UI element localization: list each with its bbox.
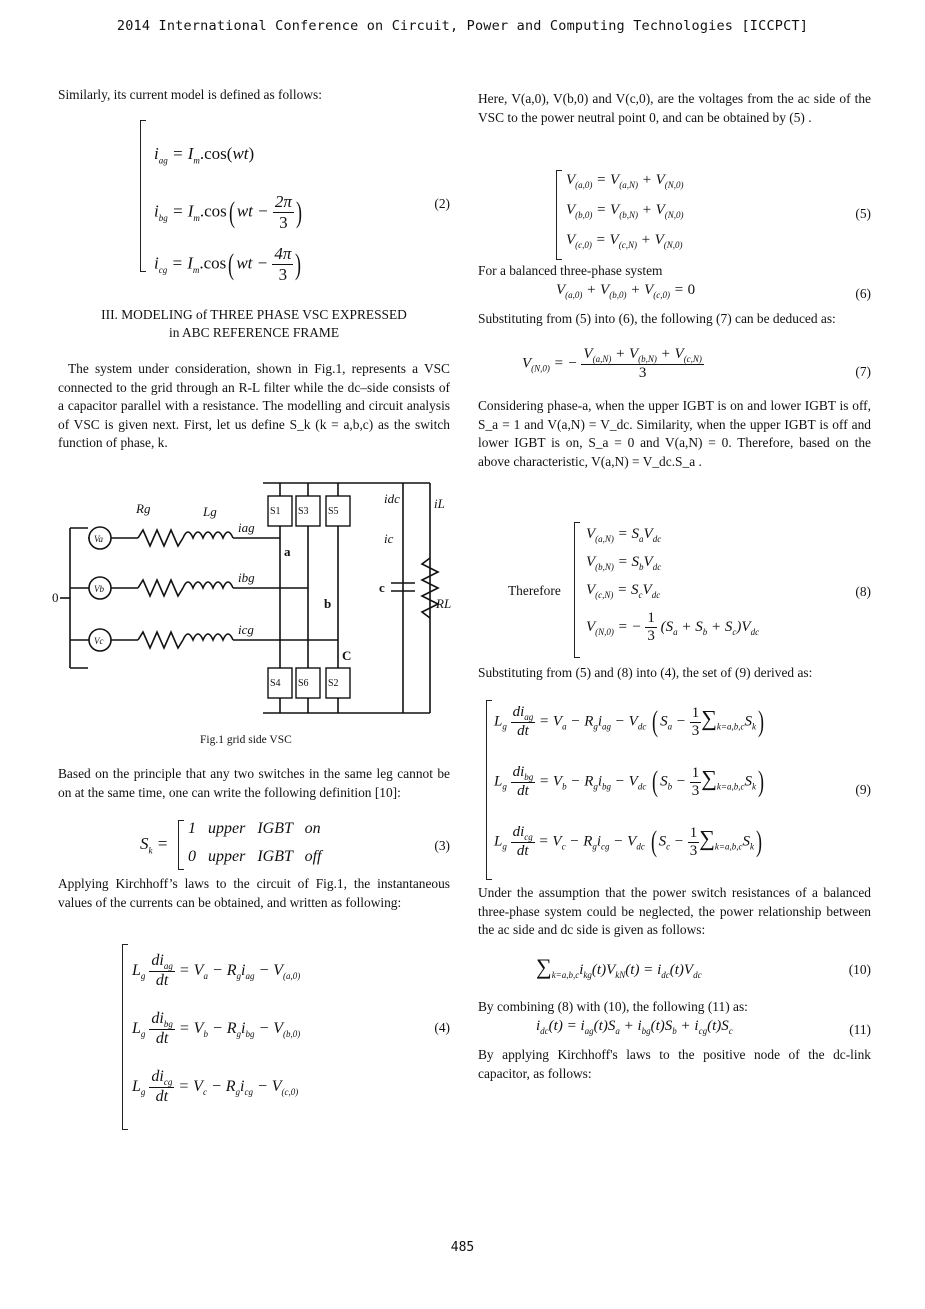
eq8-row-n: $V_{(N,0)}$ = − $\frac{1}{3}$ $(S_a + S_b + S_c)V_{dc}$ [586,610,760,644]
eq7-body: $V_{(N,0)}$ = − $\frac{V_{(a,N)} + V_{(b,N)} + V_{(c,N)}}{3}$ [522,346,702,381]
paragraph-positive-node: By applying Kirchhoff's laws to the positive node of the dc-link capacitor, as follows: [478,1047,871,1081]
eq3-lhs: $S_k$ = [140,834,169,856]
equation-brace [140,120,146,272]
label-rg: Rg [136,501,151,516]
eq7-number: (7) [855,364,871,379]
equation-5 [556,170,871,260]
eq3-row-1: 1 upper IGBT on [188,820,321,837]
label-icg: icg [238,622,254,637]
paragraph-switch-principle: Based on the principle that any two switches in the same leg cannot be on at the same time, one can write the following definition [10]: [58,766,450,800]
page-number: 485 [450,1240,475,1255]
eq6-number: (6) [855,286,871,301]
therefore-label: Therefore [508,583,561,598]
eq9-row-c: $L_g$ $\frac{di_{cg}}{dt}$ = $V_c - R_gi_{cg} - V_{dc}$ ( $S_c$ − $\frac{1}{3}$ $\sum_{k=a,b,c}S_k$) [494,824,762,859]
paragraph-system-description: The system under consideration, shown in Fig.1, represents a VSC connected to the grid through an R-L filter while the dc–side consists of a capacitor parallel with a resistance. The modelling and circuit analysis of VSC is given next. First, let us define S_k (k = a,b,c) as the switch function of phase, k. [58,361,450,451]
label-vc: Vc [94,636,104,646]
paragraph-kirchhoff: Applying Kirchhoff’s laws to the circuit of Fig.1, the instantaneous values of the currents can be obtained, and written as following: [58,876,450,910]
paragraph-balanced: For a balanced three-phase system [478,263,663,278]
equation-8 [508,522,871,662]
eq4-number: (4) [434,1020,450,1035]
eq11-number: (11) [849,1022,871,1037]
eq3-row-2: 0 upper IGBT off [188,848,322,865]
equation-11 [536,1018,871,1044]
section-title-line1: III. MODELING of THREE PHASE VSC EXPRESSED [101,307,407,322]
label-node-c: C [342,648,352,663]
eq5-row-c: $V_{(c,0)} = V_{(c,N)} + V_{(N,0)}$ [566,232,683,250]
eq3-number: (3) [434,838,450,853]
eq5-brace [556,170,562,260]
eq5-row-a: $V_{(a,0)} = V_{(a,N)} + V_{(N,0)}$ [566,172,684,190]
eq10-number: (10) [848,962,871,977]
eq9-number: (9) [855,782,871,797]
eq5-number: (5) [855,206,871,221]
label-node-a: a [284,544,291,559]
figure-caption: Fig.1 grid side VSC [200,734,292,746]
eq3-brace [178,820,184,870]
equation-6 [556,282,871,306]
eq10-body: $\sum_{k=a,b,c}i_{kg}(t)V_{kN}(t) = i_{dc}(t)V_{dc}$ [536,954,702,980]
label-s6: S6 [298,678,309,689]
paragraph-phase-a: Considering phase-a, when the upper IGBT is on and lower IGBT is off, S_a = 1 and V(a,N) = V_dc. Similarity, when the upper IGBT is off and lower IGBT is on, S_a = 0 and V(a,N) = 0. Therefore, based on the above characteristic, V(a,N) = V_dc.S_a . [478,398,871,469]
eq6-body: $V_{(a,0)} + V_{(b,0)} + V_{(c,0)} = 0$ [556,282,696,300]
paragraph-substituting-5-8: Substituting from (5) and (8) into (4), the set of (9) derived as: [478,665,813,680]
label-capacitor: c [379,580,385,595]
label-ibg: ibg [238,570,255,585]
label-ic: ic [384,531,394,546]
section-title-line2: in ABC REFERENCE FRAME [168,325,340,340]
equation-7 [522,346,871,394]
eq8-number: (8) [855,584,871,599]
label-rl: RL [436,596,452,611]
paragraph-current-model: Similarly, its current model is defined as follows: [58,87,322,102]
eq11-body: $i_{dc}(t) = i_{ag}(t)S_a + i_{bg}(t)S_b + i_{cg}(t)S_c$ [536,1018,733,1036]
paragraph-power-relationship: Under the assumption that the power switch resistances of a balanced three-phase system could be neglected, the power relationship between the ac side and dc side is given as follows: [478,885,871,938]
label-vb: Vb [94,584,104,594]
label-idc: idc [384,491,400,506]
eq4-row-a: $L_g$ $\frac{di_{ag}}{dt}$ = $V_a - R_gi_{ag} - V_{(a,0)}$ [132,952,301,990]
eq4-row-b: $L_g$ $\frac{di_{bg}}{dt}$ = $V_b - R_gi_{bg} - V_{(b,0)}$ [132,1010,301,1048]
label-va: Va [94,534,103,544]
label-s5: S5 [328,506,339,517]
label-zero: 0 [52,590,59,605]
eq2-row-a: $i_{ag} = I_m.\cos(wt)$ [154,144,255,166]
label-s1: S1 [270,506,281,517]
eq8-row-c: $V_{(c,N)} = S_cV_{dc}$ [586,582,661,600]
conference-header: 2014 International Conference on Circuit, Power and Computing Technologies [ICCPCT] [116,18,809,34]
eq8-row-a: $V_{(a,N)} = S_aV_{dc}$ [586,526,662,544]
eq2-number: (2) [434,196,450,211]
equation-3 [140,818,450,874]
eq5-row-b: $V_{(b,0)} = V_{(b,N)} + V_{(N,0)}$ [566,202,684,220]
eq8-brace [574,522,580,658]
eq8-row-b: $V_{(b,N)} = S_bV_{dc}$ [586,554,662,572]
eq4-row-c: $L_g$ $\frac{di_{cg}}{dt}$ = $V_c - R_gi_{cg} - V_{(c,0)}$ [132,1068,299,1106]
equation-9 [486,700,871,880]
paragraph-substituting-5-6: Substituting from (5) into (6), the following (7) can be deduced as: [478,311,836,326]
label-node-b: b [324,596,332,611]
equation-2 [140,120,450,290]
label-lg: Lg [203,504,217,519]
equation-4 [122,944,450,1134]
eq9-row-b: $L_g$ $\frac{di_{bg}}{dt}$ = $V_b - R_gi_{bg} - V_{dc}$ ( $S_b$ − $\frac{1}{3}$ $\sum_{k=a,b,c}S_k$) [494,764,764,799]
eq4-brace [122,944,128,1130]
eq9-brace [486,700,492,880]
eq9-row-a: $L_g$ $\frac{di_{ag}}{dt}$ = $V_a - R_gi_{ag} - V_{dc}$ ( $S_a$ − $\frac{1}{3}$ $\sum_{k=a,b,c}S_k$) [494,704,764,739]
eq2-row-b: $i_{bg} = I_m.\cos$( wt − $\frac{2\pi}{3}$ ) [154,192,302,232]
label-il: iL [434,496,445,511]
paragraph-combining: By combining (8) with (10), the following (11) as: [478,999,748,1014]
label-s3: S3 [298,506,309,517]
eq2-row-c: $i_{cg} = I_m.\cos$( wt − $\frac{4\pi}{3}$ ) [154,244,302,284]
label-iag: iag [238,520,255,535]
label-s4: S4 [270,678,281,689]
label-s2: S2 [328,678,339,689]
paragraph-here-voltages: Here, V(a,0), V(b,0) and V(c,0), are the voltages from the ac side of the VSC to the power neutral point 0, and can be obtained by (5) . [478,91,871,125]
equation-10 [536,954,871,994]
circuit-figure [52,468,452,730]
